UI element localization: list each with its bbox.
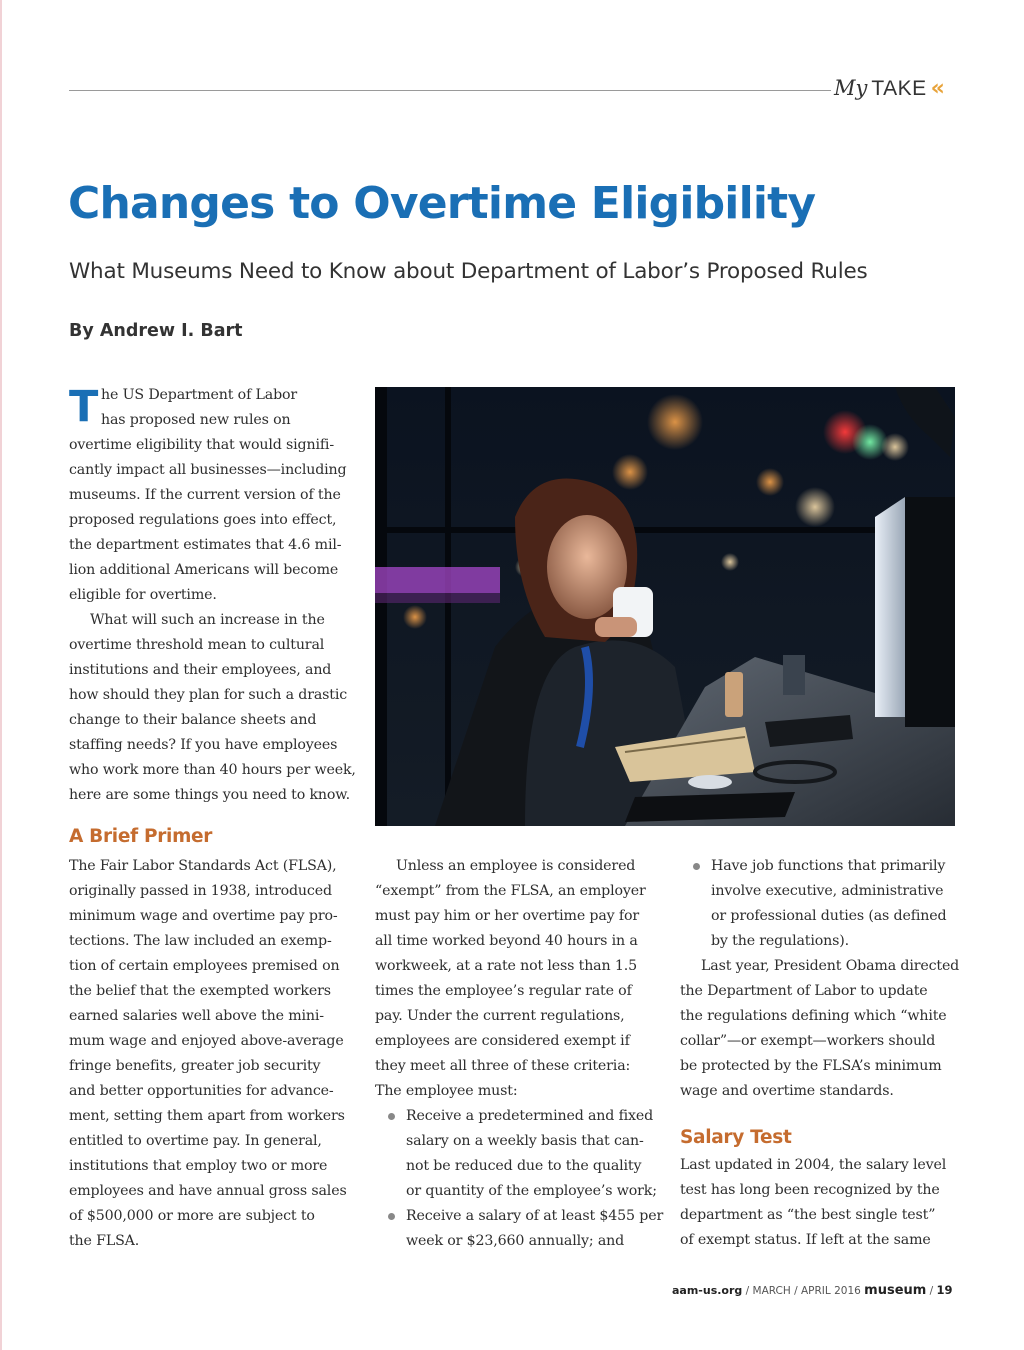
footer-magazine: museum [864,1283,927,1298]
page-number: 19 [936,1283,953,1297]
footer-separator: / [929,1285,934,1297]
body-line: they meet all three of these criteria: [375,1058,631,1074]
body-line: tections. The law included an exemp- [69,933,332,949]
list-item [375,1204,665,1254]
intro-line: overtime eligibility that would signifi- [69,437,334,453]
body-line: and better opportunities for advance- [69,1083,334,1099]
body-line: department as “the best single test” [680,1207,936,1223]
kicker-my: My [834,76,868,100]
intro-line: the department estimates that 4.6 mil- [69,537,342,553]
intro-line: proposed regulations goes into effect, [69,512,337,528]
intro-line: overtime threshold mean to cultural [69,637,325,653]
body-line: entitled to overtime pay. In general, [69,1133,322,1149]
article-byline: By Andrew I. Bart [69,321,243,341]
body-line: times the employee’s regular rate of [375,983,632,999]
intro-column [69,383,359,808]
body-line: Unless an employee is considered [396,858,636,874]
body-line: Receive a predetermined and fixed [406,1108,654,1124]
body-line: the belief that the exempted workers [69,983,331,999]
body-line: tion of certain employees premised on [69,958,340,974]
body-line: institutions that employ two or more [69,1158,328,1174]
intro-line: has proposed new rules on [101,412,291,428]
body-line: workweek, at a rate not less than 1.5 [375,958,637,974]
footer-separator: / [745,1285,750,1297]
body-line: or professional duties (as defined [711,908,947,924]
footer-issue: MARCH / APRIL 2016 [752,1285,861,1297]
body-line: ment, setting them apart from workers [69,1108,345,1124]
body-line: The employee must: [375,1083,518,1099]
body-line: must pay him or her overtime pay for [375,908,640,924]
intro-line: change to their balance sheets and [69,712,317,728]
page-edge [0,0,2,1350]
body-line: salary on a weekly basis that can- [406,1133,644,1149]
section-heading-salary: Salary Test [680,1127,792,1148]
drop-cap: T [69,382,99,432]
kicker-take: TAKE [871,77,927,100]
body-line: “exempt” from the FLSA, an employer [375,883,646,899]
intro-line: who work more than 40 hours per week, [69,762,356,778]
bullet-icon [388,1113,395,1120]
footer-site: aam-us.org [672,1284,743,1297]
article-photo [375,387,955,826]
office-night-photo [375,387,955,826]
body-line: of $500,000 or more are subject to [69,1208,315,1224]
list-item [375,1104,665,1204]
body-line: Last updated in 2004, the salary level [680,1157,947,1173]
intro-line: institutions and their employees, and [69,662,332,678]
body-line: mum wage and enjoyed above-average [69,1033,344,1049]
column-three [680,854,970,1253]
body-line: week or $23,660 annually; and [406,1233,625,1249]
intro-line: how should they plan for such a drastic [69,687,348,703]
body-line: the regulations defining which “white [680,1008,947,1024]
body-line: pay. Under the current regulations, [375,1008,625,1024]
body-line: involve executive, administrative [711,883,944,899]
body-line: employees and have annual gross sales [69,1183,347,1199]
body-line: all time worked beyond 40 hours in a [375,933,638,949]
list-item [680,854,970,954]
body-line: earned salaries well above the mini- [69,1008,324,1024]
body-line: be protected by the FLSA’s minimum [680,1058,942,1074]
body-line: by the regulations). [711,933,849,949]
body-line: test has long been recognized by the [680,1182,940,1198]
section-heading-primer: A Brief Primer [69,826,213,847]
body-line: Last year, President Obama directed [701,958,960,974]
body-line: Have job functions that primarily [711,858,946,874]
intro-line: staffing needs? If you have employees [69,737,338,753]
section-kicker [834,76,945,106]
intro-line: What will such an increase in the [90,612,325,628]
body-line: fringe benefits, greater job security [69,1058,321,1074]
intro-line: lion additional Americans will become [69,562,339,578]
intro-line: eligible for overtime. [69,587,217,603]
body-line: wage and overtime standards. [680,1083,894,1099]
body-line: Receive a salary of at least $455 per [406,1208,664,1224]
bullet-icon [693,863,700,870]
body-line: collar”—or exempt—workers should [680,1033,936,1049]
column-two [375,854,665,1254]
body-line: minimum wage and overtime pay pro- [69,908,338,924]
body-line: or quantity of the employee’s work; [406,1183,657,1199]
body-line: the FLSA. [69,1233,140,1249]
article-title: Changes to Overtime Eligibility [68,178,816,229]
page-footer [672,1283,953,1298]
body-line: of exempt status. If left at the same [680,1232,931,1248]
intro-line: he US Department of Labor [101,387,298,403]
body-line: the Department of Labor to update [680,983,928,999]
body-line: not be reduced due to the quality [406,1158,642,1174]
primer-column [69,854,359,1254]
body-line: The Fair Labor Standards Act (FLSA), [69,858,337,874]
body-line: originally passed in 1938, introduced [69,883,332,899]
body-line: employees are considered exempt if [375,1033,630,1049]
article-subtitle: What Museums Need to Know about Department of Labor’s Proposed Rules [69,259,868,284]
intro-line: museums. If the current version of the [69,487,341,503]
intro-line: here are some things you need to know. [69,787,350,803]
header-rule [69,90,831,91]
chevron-left-icon: « [930,76,945,101]
bullet-icon [388,1213,395,1220]
intro-line: cantly impact all businesses—including [69,462,347,478]
